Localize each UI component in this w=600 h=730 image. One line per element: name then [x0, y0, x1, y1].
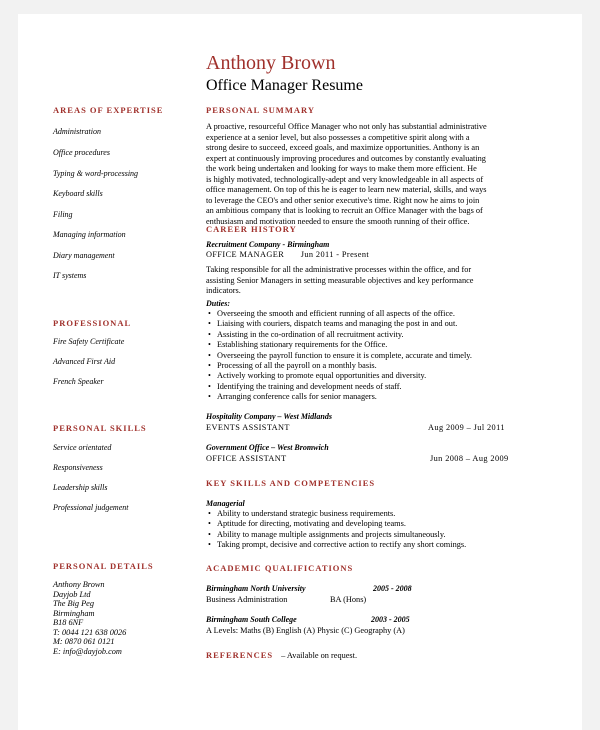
job1-role — [206, 250, 369, 259]
job2-role: EVENTS ASSISTANT — [206, 423, 290, 432]
expertise-item: Administration — [53, 127, 102, 136]
summary-line: strong desire to succeed, exceed goals, and maximize opportunities. Anthony is an — [206, 143, 480, 152]
job1-desc-line: assisting Senior Managers in setting measurable objectives and key performance — [206, 275, 474, 285]
detail-phone: T: 0044 121 638 0026 — [53, 627, 127, 637]
expertise-item: Filing — [53, 210, 73, 219]
job1-dates: Jun 2011 - Present — [300, 250, 370, 259]
detail-city: Birmingham — [53, 608, 95, 618]
expertise-item: Office procedures — [53, 148, 110, 157]
detail-email: E: info@dayjob.com — [53, 646, 122, 656]
summary-heading: PERSONAL SUMMARY — [206, 105, 315, 115]
expertise-item: Typing & word-processing — [53, 169, 139, 178]
key-skill-item: • Ability to manage multiple assignments and projects simultaneously. — [208, 530, 466, 540]
summary-text — [206, 122, 554, 227]
career-heading: CAREER HISTORY — [206, 224, 297, 234]
personal-skills-heading: PERSONAL SKILLS — [53, 423, 147, 433]
professional-heading: PROFESSIONAL — [53, 318, 132, 328]
professional-item: Fire Safety Certificate — [53, 337, 125, 346]
professional-item: French Speaker — [53, 377, 104, 386]
detail-name: Anthony Brown — [53, 580, 105, 589]
college-name: Birmingham South College — [206, 615, 297, 624]
references-heading: REFERENCES — [206, 650, 274, 660]
resume-subtitle: Office Manager Resume — [206, 77, 363, 94]
university-course: Business Administration — [206, 595, 288, 604]
key-skills-heading: KEY SKILLS AND COMPETENCIES — [206, 478, 376, 488]
duty-item: • Establishing stationary requirements for the Office. — [208, 340, 472, 350]
summary-line: is highly motivated, technologically-adept and very knowledgeable in all aspects of — [206, 174, 484, 184]
candidate-name: Anthony Brown — [206, 52, 336, 74]
personal-skill-item: Responsiveness — [53, 463, 103, 472]
job3-dates: Jun 2008 – Aug 2009 — [430, 454, 509, 463]
university-name: Birmingham North University — [206, 584, 306, 593]
detail-company: Dayjob Ltd — [53, 589, 91, 599]
summary-line: enthusiasm and motivation needed to ensure the smooth running of their office. — [206, 216, 470, 226]
references-row — [206, 645, 357, 663]
expertise-item: Managing information — [53, 230, 126, 239]
detail-mobile: M: 0870 061 0121 — [53, 637, 115, 646]
summary-line: the work being undertaken and looking for ways to make them more efficient. He — [206, 164, 477, 173]
job1-description — [206, 265, 554, 297]
university-dates: 2005 - 2008 — [373, 584, 412, 593]
expertise-item: IT systems — [53, 271, 87, 280]
duty-item: • Arranging conference calls for senior managers. — [208, 392, 472, 402]
professional-item: Advanced First Aid — [53, 357, 116, 366]
job1-role-title: OFFICE MANAGER — [206, 250, 285, 259]
duties-label: Duties: — [206, 299, 230, 308]
summary-line: experience at a senior level, but also possesses a competitive spirit along with a — [206, 132, 470, 142]
personal-details-heading: PERSONAL DETAILS — [53, 561, 154, 571]
resume-page — [18, 14, 582, 730]
expertise-heading: AREAS OF EXPERTISE — [53, 105, 164, 115]
personal-skill-item: Leadership skills — [53, 483, 108, 492]
duty-item: • Processing of all the payroll on a monthly basis. — [208, 361, 472, 371]
duty-item: • Assisting in the co-ordination of all recruitment activity. — [208, 330, 472, 340]
job1-desc-line: indicators. — [206, 286, 241, 295]
personal-details-list — [53, 580, 126, 656]
duties-list — [208, 309, 472, 403]
detail-address: The Big Peg — [53, 599, 95, 608]
duty-item: • Identifying the training and development needs of staff. — [208, 382, 472, 392]
summary-line: to leverage the CEO's and other senior executive's time. Right now he aims to join — [206, 195, 480, 205]
job1-company: Recruitment Company - Birmingham — [206, 240, 330, 249]
summary-line: expert at continuously improving procedures and outcomes by constantly evaluating — [206, 153, 486, 163]
duty-item: • Liaising with couriers, dispatch teams and managing the post in and out. — [208, 319, 472, 329]
key-skills-list — [208, 509, 466, 551]
job2-company: Hospitality Company – West Midlands — [206, 412, 332, 421]
academic-heading: ACADEMIC QUALIFICATIONS — [206, 563, 354, 573]
detail-postcode: B18 6NF — [53, 618, 84, 627]
job2-dates: Aug 2009 – Jul 2011 — [428, 423, 505, 432]
references-text: – Available on request. — [281, 651, 358, 660]
college-dates: 2003 - 2005 — [371, 615, 410, 624]
key-skill-item: • Aptitude for directing, motivating and developing teams. — [208, 519, 466, 529]
key-skill-item: • Ability to understand strategic business requirements. — [208, 509, 466, 519]
managerial-label: Managerial — [206, 499, 245, 508]
summary-line: office management. On top of this he is eager to learn new material, skills, and ways — [206, 185, 487, 194]
job1-desc-line: Taking responsible for all the administrative processes within the office, and for — [206, 265, 472, 274]
university-grade: BA (Hons) — [330, 595, 367, 604]
job3-role: OFFICE ASSISTANT — [206, 454, 287, 463]
key-skill-item: • Taking prompt, decisive and corrective action to rectify any short comings. — [208, 540, 466, 550]
summary-line: an ambitious company that is looking to recruit an Office Manager with the bags of — [206, 206, 483, 215]
summary-line: A proactive, resourceful Office Manager who not only has substantial administrative — [206, 122, 487, 131]
expertise-item: Keyboard skills — [53, 189, 103, 198]
duty-item: • Overseeing the smooth and efficient running of all aspects of the office. — [208, 309, 472, 319]
college-course: A Levels: Maths (B) English (A) Physic (C) Geography (A) — [206, 626, 405, 635]
expertise-item: Diary management — [53, 251, 115, 260]
duty-item: • Overseeing the payroll function to ensure it is complete, accurate and timely. — [208, 351, 472, 361]
personal-skill-item: Professional judgement — [53, 503, 129, 512]
personal-skill-item: Service orientated — [53, 443, 112, 452]
job3-company: Government Office – West Bromwich — [206, 443, 329, 452]
duty-item: • Actively working to promote equal opportunities and diversity. — [208, 371, 472, 381]
